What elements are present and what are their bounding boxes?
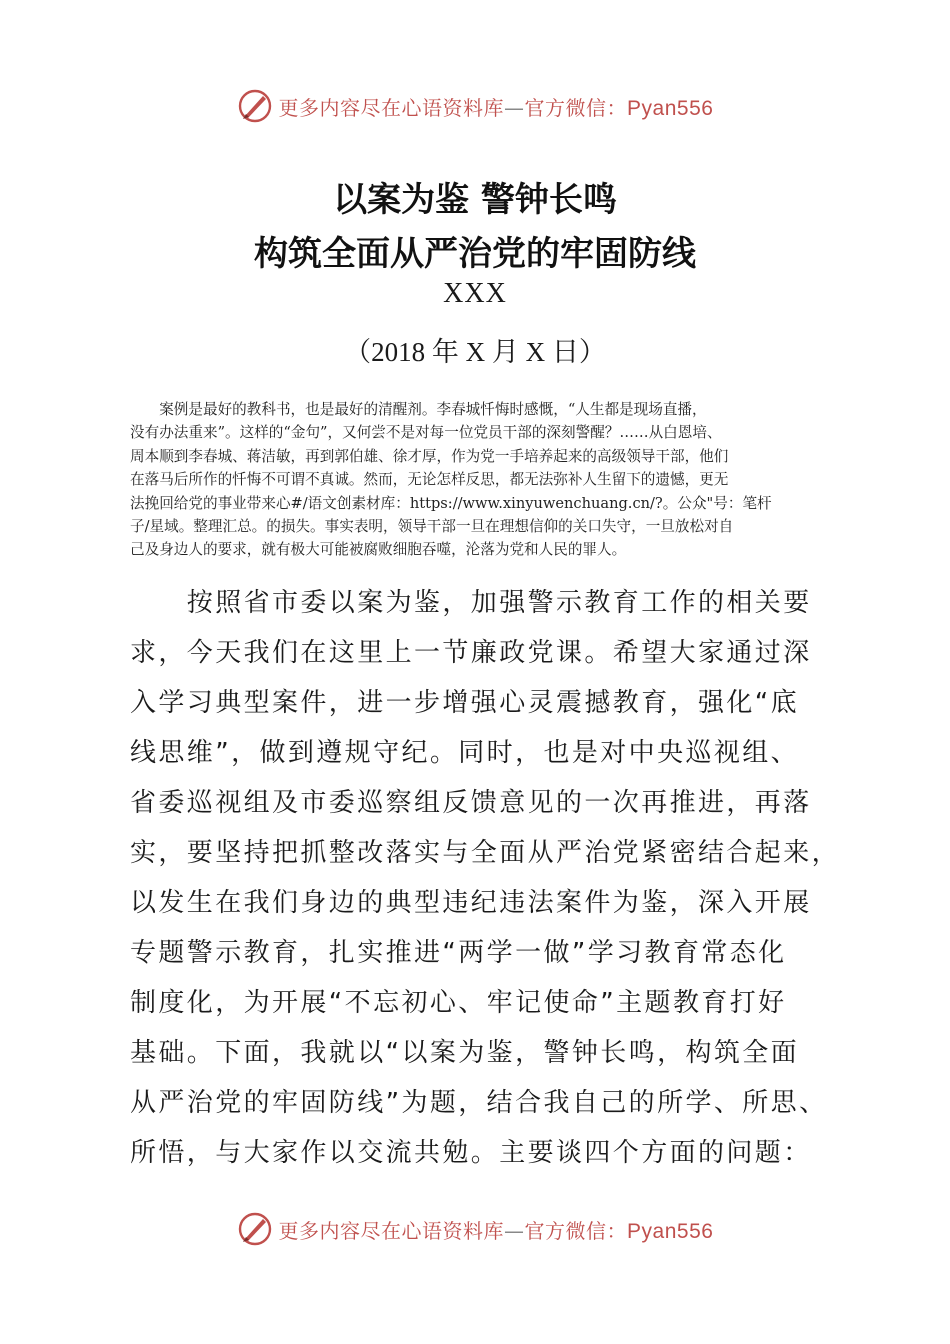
body-line: 按照省市委以案为鉴，加强警示教育工作的相关要 [130, 588, 812, 618]
pen-logo-icon [237, 88, 273, 124]
body-line: 以发生在我们身边的典型违纪违法案件为鉴，深入开展 [130, 888, 812, 918]
body-line: 专题警示教育，扎实推进“两学一做”学习教育常态化 [130, 938, 787, 968]
title-line-2: 构筑全面从严治党的牢固防线 [254, 234, 696, 274]
pen-logo-icon [237, 1211, 273, 1247]
abstract-line: 没有办法重来”。这样的“金句”，又何尝不是对每一位党员干部的深刻警醒？……从白恩培、 [130, 424, 722, 442]
abstract-line: 子/星域。整理汇总。的损失。事实表明，领导干部一旦在理想信仰的关口失守，一旦放松对自 [130, 518, 734, 536]
abstract-line: 己及身边人的要求，就有极大可能被腐败细胞吞噬，沦落为党和人民的罪人。 [130, 541, 627, 559]
author: XXX [443, 278, 507, 309]
abstract-line: 在落马后所作的忏悔不可谓不真诚。然而，无论怎样反思，都无法弥补人生留下的遗憾，更无 [130, 471, 729, 489]
abstract-line: 周本顺到李春城、蒋洁敏，再到郭伯雄、徐才厚，作为党一手培养起来的高级领导干部，他们 [130, 447, 729, 465]
body-paragraph [130, 578, 841, 1178]
body-line: 基础。下面，我就以“以案为鉴，警钟长鸣，构筑全面 [130, 1038, 800, 1068]
date: （2018 年 X 月 X 日） [344, 337, 606, 367]
banner-text: 更多内容尽在心语资料库—官方微信：Pyan556 [278, 95, 714, 120]
body-line: 线思维”，做到遵规守纪。同时，也是对中央巡视组、 [130, 738, 800, 768]
body-line: 入学习典型案件，进一步增强心灵震撼教育，强化“底 [130, 688, 800, 718]
header-banner [0, 84, 950, 128]
abstract-line: 案例是最好的教科书，也是最好的清醒剂。李春城忏悔时感慨，“人生都是现场直播， [130, 401, 707, 418]
body-line: 求，今天我们在这里上一节廉政党课。希望大家通过深 [130, 638, 812, 668]
body-line: 实，要坚持把抓整改落实与全面从严治党紧密结合起来， [130, 838, 841, 868]
abstract [130, 398, 820, 562]
body-line: 省委巡视组及市委巡察组反馈意见的一次再推进，再落 [130, 788, 812, 818]
title-line-1: 以案为鉴 警钟长鸣 [333, 180, 617, 220]
body-line: 从严治党的牢固防线”为题，结合我自己的所学、所思、 [130, 1088, 828, 1118]
body-line: 制度化，为开展“不忘初心、牢记使命”主题教育打好 [130, 988, 787, 1018]
body-line: 所悟，与大家作以交流共勉。主要谈四个方面的问题： [130, 1138, 812, 1168]
banner-text: 更多内容尽在心语资料库—官方微信：Pyan556 [278, 1218, 714, 1243]
footer-banner [0, 1207, 950, 1251]
abstract-line: 法挽回给党的事业带来心#/语文创素材库：https://www.xinyuwenchuang.cn/?。公众"号：笔杆 [130, 494, 772, 512]
